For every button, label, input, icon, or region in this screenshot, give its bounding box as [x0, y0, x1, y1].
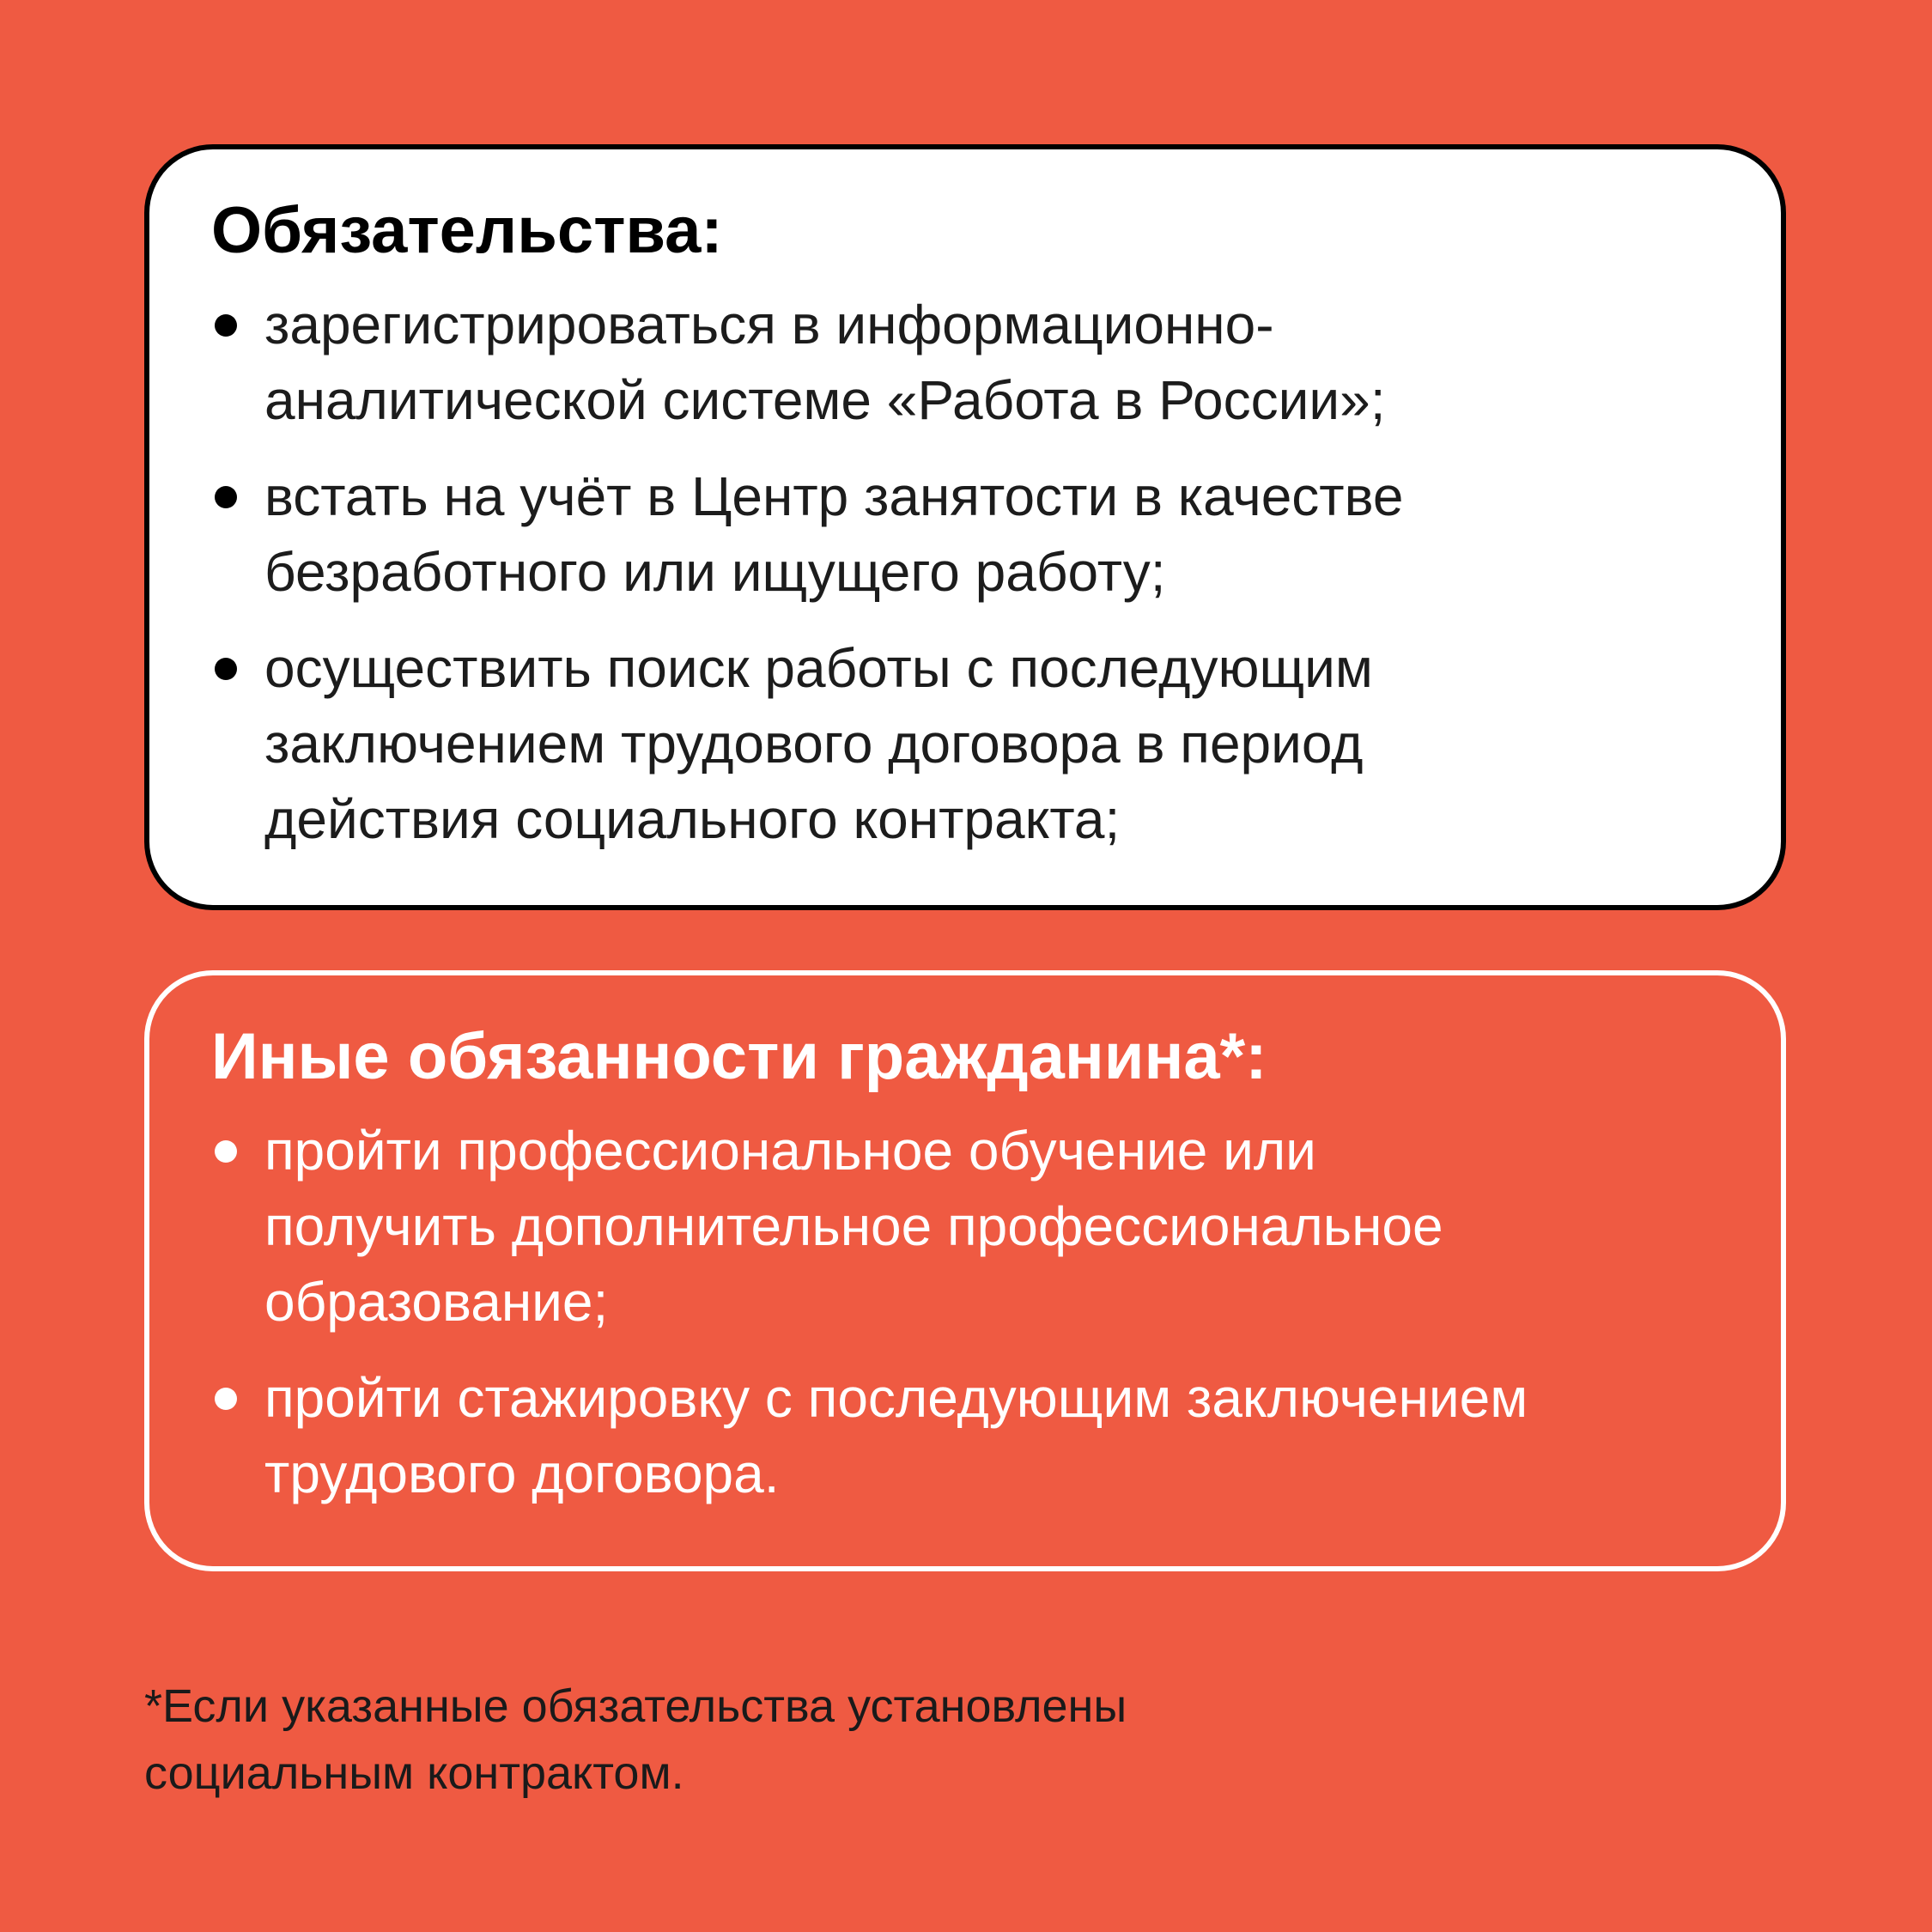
list-item-line: образование;: [264, 1271, 609, 1333]
other-duties-title: Иные обязанности гражданина*:: [211, 1020, 1267, 1093]
list-item-line: безработного или ищущего работу;: [264, 541, 1166, 603]
list-item-line: пройти стажировку с последующим заключением: [264, 1367, 1528, 1429]
obligations-list: [211, 287, 1729, 857]
footnote-line: *Если указанные обязательства установлены: [144, 1680, 1127, 1732]
bullet-icon: [215, 314, 237, 337]
bullet-icon: [215, 658, 237, 680]
list-item: [211, 1360, 1729, 1511]
list-item: [211, 630, 1729, 857]
list-item-line: трудового договора.: [264, 1443, 780, 1504]
list-item-line: пройти профессиональное обучение или: [264, 1120, 1316, 1182]
list-item: [211, 459, 1729, 610]
list-item-line: заключением трудового договора в период: [264, 713, 1364, 775]
list-item: [211, 1113, 1729, 1340]
bullet-icon: [215, 486, 237, 508]
list-item-line: действия социального контракта;: [264, 788, 1121, 850]
other-duties-list: [211, 1113, 1729, 1511]
list-item-line: получить дополнительное профессиональное: [264, 1195, 1443, 1257]
footnote: [144, 1673, 1127, 1807]
list-item-line: аналитической системе «Работа в России»;: [264, 369, 1386, 431]
other-duties-card: [144, 970, 1786, 1571]
list-item-line: осуществить поиск работы с последующим: [264, 637, 1373, 699]
obligations-title: Обязательства:: [211, 194, 723, 267]
list-item-line: встать на учёт в Центр занятости в качестве: [264, 465, 1404, 527]
bullet-icon: [215, 1140, 237, 1163]
obligations-card: [144, 144, 1786, 910]
list-item: [211, 287, 1729, 438]
footnote-line: социальным контрактом.: [144, 1747, 684, 1799]
bullet-icon: [215, 1388, 237, 1410]
list-item-line: зарегистрироваться в информационно-: [264, 294, 1274, 355]
